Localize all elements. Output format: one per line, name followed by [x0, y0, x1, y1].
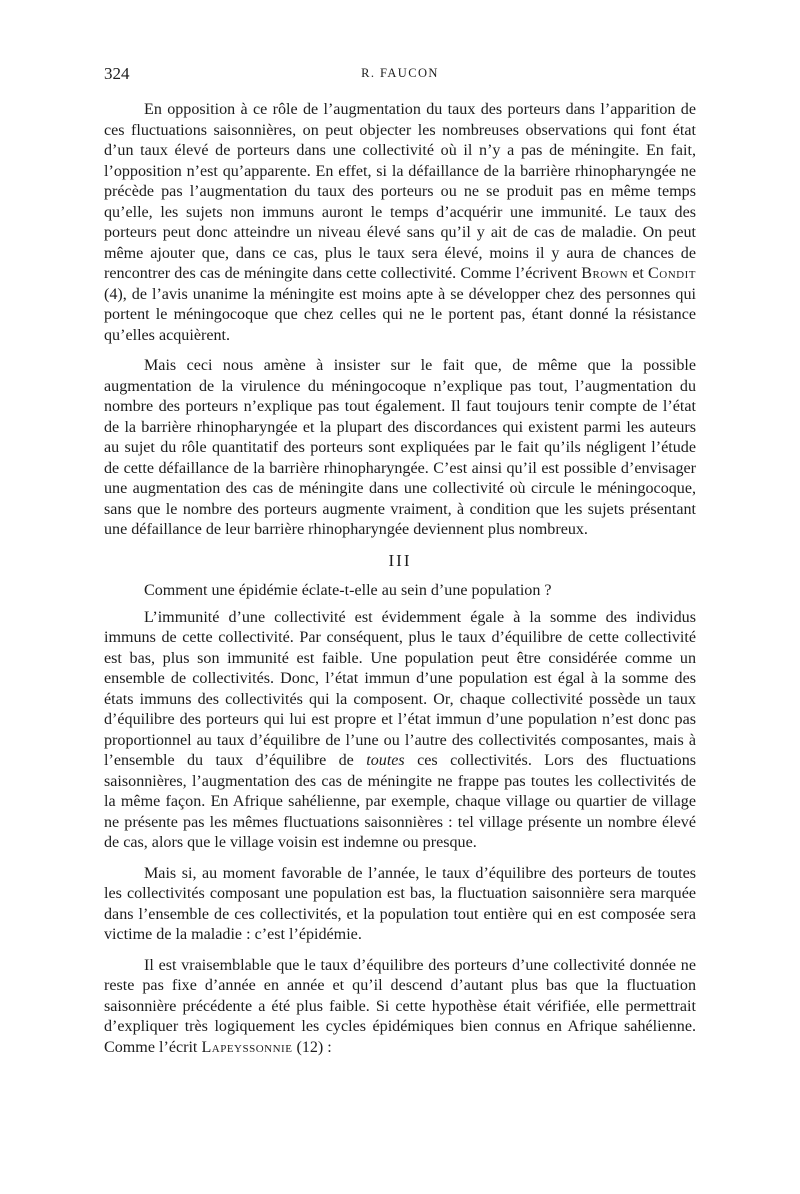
paragraph-3 [104, 608, 696, 854]
running-head: R. FAUCON [361, 66, 439, 80]
paragraph-4: Mais si, au moment favorable de l’année, le taux d’équilibre des porteurs de toutes les collectivités composant une population est bas, la fluctuation saisonnière sera marquée dans l’ensemble de ces collectivités, et la population tout entière qui en est composée sera victime de la maladie : c’est l’épidémie. [104, 864, 696, 943]
author-name-condit: Condit [648, 265, 696, 282]
section-question: Comment une épidémie éclate-t-elle au sein d’une population ? [144, 582, 552, 599]
author-name-brown: Brown [581, 265, 629, 282]
paragraph-1-text-a: En opposition à ce rôle de l’augmentation du taux des porteurs dans l’apparition de ces fluctuations saisonnières, on peut objecter les nombreuses observations qui font état d’un taux élevé de porteurs dans une collectivité où il n’y a pas de méningite. En fait, l’opposition n’est qu’apparente. En effet, si la défaillance de la barrière rhinopharyngée ne précède pas l’augmentation du taux des porteurs ou ne se produit pas en même temps qu’elle, les sujets non immuns auront le temps d’acquérir une immunité. Le taux des porteurs peut donc atteindre un niveau élevé sans qu’il y ait de cas de maladie. On peut même ajouter que, dans ce cas, plus le taux sera élevé, moins il y aura de chances de rencontrer des cas de méningite dans cette collectivité. Comme l’écrivent [104, 101, 696, 282]
body-text [104, 100, 696, 1058]
paragraph-5-text-a: Il est vraisemblable que le taux d’équilibre des porteurs d’une collectivité donnée ne reste pas fixe d’année en année et qu’il descend d’autant plus bas que la fluctuation saisonnière précédente a été plus faible. Si cette hypothèse était vérifiée, elle permettrait d’expliquer très logiquement les cycles épidémiques bien connus en Afrique sahélienne. Comme l’écrit [104, 956, 696, 1056]
paragraph-1 [104, 100, 696, 346]
paragraph-3-text-a: L’immunité d’une collectivité est évidemment égale à la somme des individus immuns de cette collectivité. Par conséquent, plus le taux d’équilibre de cette collectivité est bas, plus son immunité est faible. Une population peut être considérée comme un ensemble de collectivités. Donc, l’état immun d’une population est égal à la somme des états immuns des collectivités qui la composent. Or, chaque collectivité possède un taux d’équilibre des porteurs qui lui est propre et l’état immun d’une population n’est donc pas proportionnel au taux d’équilibre de l’une ou l’autre des collectivités composantes, mais à l’ensemble du taux d’équilibre de [104, 608, 696, 769]
page-number: 324 [104, 64, 130, 83]
paragraph-1-text-b: et [628, 265, 649, 282]
section-heading: III [388, 550, 412, 570]
paragraph-2: Mais ceci nous amène à insister sur le fait que, de même que la possible augmentation de la virulence du méningocoque n’explique pas tout, l’augmentation du nombre des porteurs n’explique pas tout également. Il faut toujours tenir compte de l’état de la barrière rhinopharyngée et la plupart des discordances qui existent parmi les auteurs au sujet du rôle quantitatif des porteurs sont expliquées par le fait qu’ils négligent l’étude de cette défaillance de la barrière rhinopharyngée. C’est ainsi qu’il est possible d’envisager une augmentation des cas de méningite dans une collectivité où circule le méningocoque, sans que le nombre des porteurs augmente vraiment, à condition que les sujets présentant une défaillance de leur barrière rhinopharyngée deviennent plus nombreux. [104, 357, 696, 538]
paragraph-1-text-c: (4), de l’avis unanime la méningite est moins apte à se développer chez des personnes qui portent le méningocoque que chez celles qui ne le portent pas, étant donné la résistance qu’elles acquièrent. [104, 285, 696, 344]
page-header [104, 64, 696, 86]
emphasis-toutes: toutes [366, 752, 405, 769]
author-name-lapeyssonnie: Lapeyssonnie [201, 1038, 293, 1056]
paragraph-5-text-b: (12) : [292, 1038, 332, 1056]
paragraph-5 [104, 956, 696, 1059]
paragraph-3-text-b: ces collectivités. Lors des fluctuations saisonnières, l’augmentation des cas de méningite ne frappe pas toutes les collectivités de la même façon. En Afrique sahélienne, par exemple, chaque village ou quartier de village ne présente pas les mêmes fluctuations saisonnières : tel village présente un nombre élevé de cas, alors que le village voisin est indemne ou presque. [104, 752, 696, 851]
